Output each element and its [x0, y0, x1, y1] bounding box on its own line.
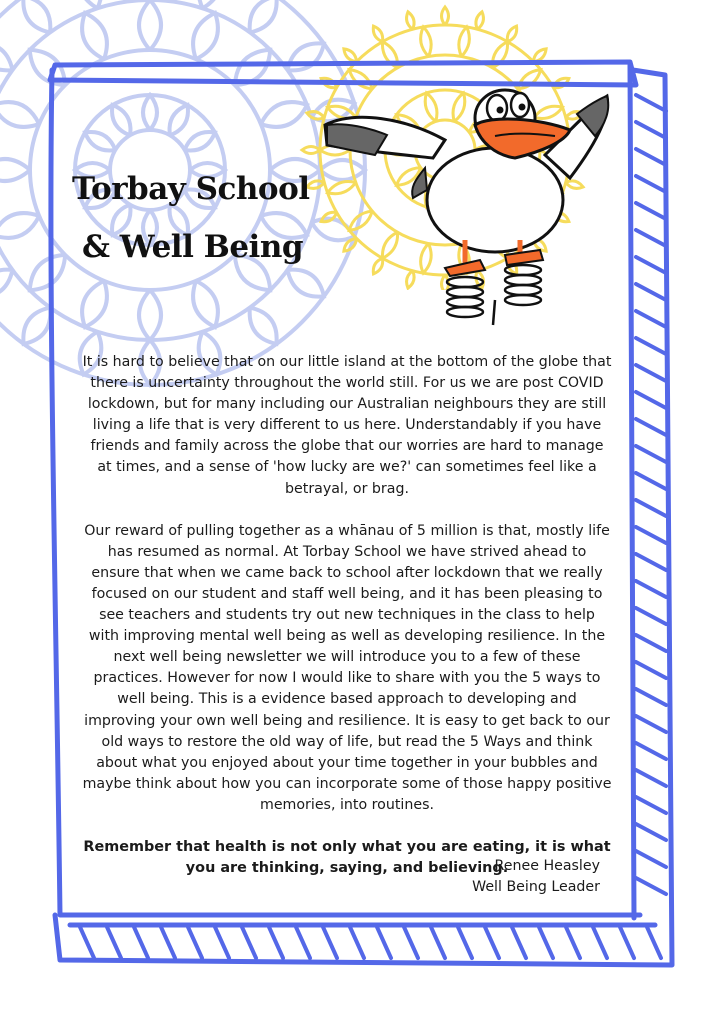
seagull-illustration	[315, 70, 615, 340]
page-title	[72, 160, 332, 276]
paragraph-reward: Our reward of pulling together as a whānau of 5 million is that, mostly life has resumed as normal. At Torbay School we have strived ahead to ensure that when we came back to school after lockdown that we really focused on our student and staff well being, and it has been pleasing to see teachers and students try out new techniques in the class to help with improving mental well being as well as developing resilience. In the next well being newsletter we will introduce you to a few of these practices. However for now I would like to share with you the 5 ways to well being. This is a evidence based approach to developing and improving your own well being and resilience. It is easy to get back to our old ways to restore the old way of life, but read the 5 Ways and think about what you enjoyed about your time together in your bubbles and maybe think about how you can incorporate some of those happy positive memories, into routines.	[82, 522, 612, 813]
author-role: Well Being Leader	[472, 879, 600, 895]
highlight-quote: Remember that health is not only what you are eating, it is what you are thinking, saying, and believing.	[83, 838, 611, 877]
signature-block	[420, 856, 600, 898]
paragraph-intro: It is hard to believe that on our little island at the bottom of the globe that there is uncertainty throughout the world still. For us we are post COVID lockdown, but for many including our Australian neighbours they are still living a life that is very different to us here. Understandably if you have friends and family across the globe that our worries are hard to manage at times, and a sense of 'how lucky are we?' can sometimes feel like a betrayal, or brag.	[82, 354, 612, 497]
title-line-2: & Well Being	[82, 229, 304, 265]
title-line-1: Torbay School	[72, 171, 310, 207]
author-name: Renee Heasley	[494, 858, 600, 874]
article-body	[82, 352, 612, 900]
